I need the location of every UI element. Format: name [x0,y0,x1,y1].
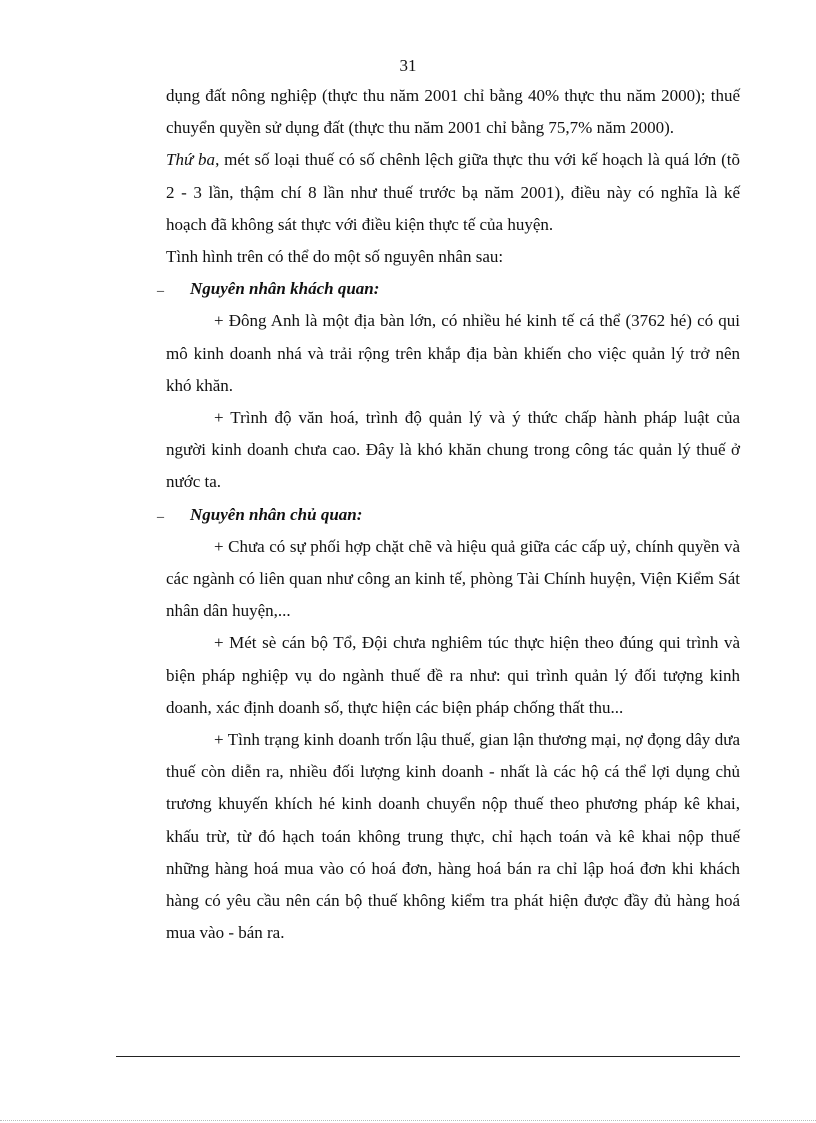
paragraph: + Đông Anh là một địa bàn lớn, có nhiều hé kinh tế cá thể (3762 hé) có qui mô kinh doanh nhá và trải rộng trên khắp địa bàn khiến cho việc quản lý trở nên khó khăn. [166,311,740,395]
page-number: 31 [399,56,417,75]
bullet-dash: _ [157,504,164,520]
paragraph: Tình hình trên có thể do một số nguyên nhân sau: [166,247,504,267]
paragraph: + Chưa có sự phối hợp chặt chẽ và hiệu quả giữa các cấp uỷ, chính quyền và các ngành có liên quan như công an kinh tế, phòng Tài Chính huyện, Viện Kiểm Sát nhân dân huyện,... [166,536,740,621]
section-heading-objective [157,273,740,305]
page-bottom-border [0,1120,816,1121]
paragraph [166,144,740,241]
emphasis-text: Thứ ba [166,150,216,170]
paragraph: + Mét sè cán bộ Tổ, Đội chưa nghiêm túc thực hiện theo đúng qui trình và biện pháp nghiệp vụ do ngành thuế đề ra như: qui trình quản lý đối tượng kinh doanh, xác định doanh số, thực hiện các biện pháp chống thất thu... [166,633,740,717]
paragraph: + Tình trạng kinh doanh trốn lậu thuế, gian lận thương mại, nợ đọng dây dưa thuế còn diễn ra, nhiều đối lượng kinh doanh - nhất là các hộ cá thể lợi dụng chủ trương khuyến khích hé kinh doanh chuyển nộp thuế theo phương pháp kê khai, khấu trừ, từ đó hạch toán không trung thực, chỉ hạch toán và kê khai nộp thuế những hàng hoá mua vào có hoá đơn, hàng hoá bán ra chỉ lập hoá đơn khi khách hàng có yêu cầu nên cán bộ thuế không kiểm tra phát hiện được đầy đủ hàng hoá mua vào - bán ra. [166,730,740,943]
document-body [157,80,740,949]
heading-text: Nguyên nhân chủ quan: [190,504,363,524]
bullet-dash: _ [157,279,164,295]
section-heading-subjective [157,499,740,531]
paragraph: + Trình độ văn hoá, trình độ quản lý và ý thức chấp hành pháp luật của người kinh doanh chưa cao. Đây là khó khăn chung trong công tác quản lý thuế ở nước ta. [166,408,740,492]
paragraph: dụng đất nông nghiệp (thực thu năm 2001 chỉ bằng 40% thực thu năm 2000); thuế chuyển quyền sử dụng đất (thực thu năm 2001 chỉ bằng 75,7% năm 2000). [166,86,740,138]
footer-rule [116,1056,740,1057]
paragraph-text: , mét số loại thuế có số chênh lệch giữa thực thu với kế hoạch là quá lớn (tõ 2 - 3 lần, thậm chí 8 lần như thuế trước bạ năm 2001), điều này có nghĩa là kế hoạch đã không sát thực với điều kiện thực tế của huyện. [166,150,740,234]
heading-text: Nguyên nhân khách quan: [190,279,380,299]
